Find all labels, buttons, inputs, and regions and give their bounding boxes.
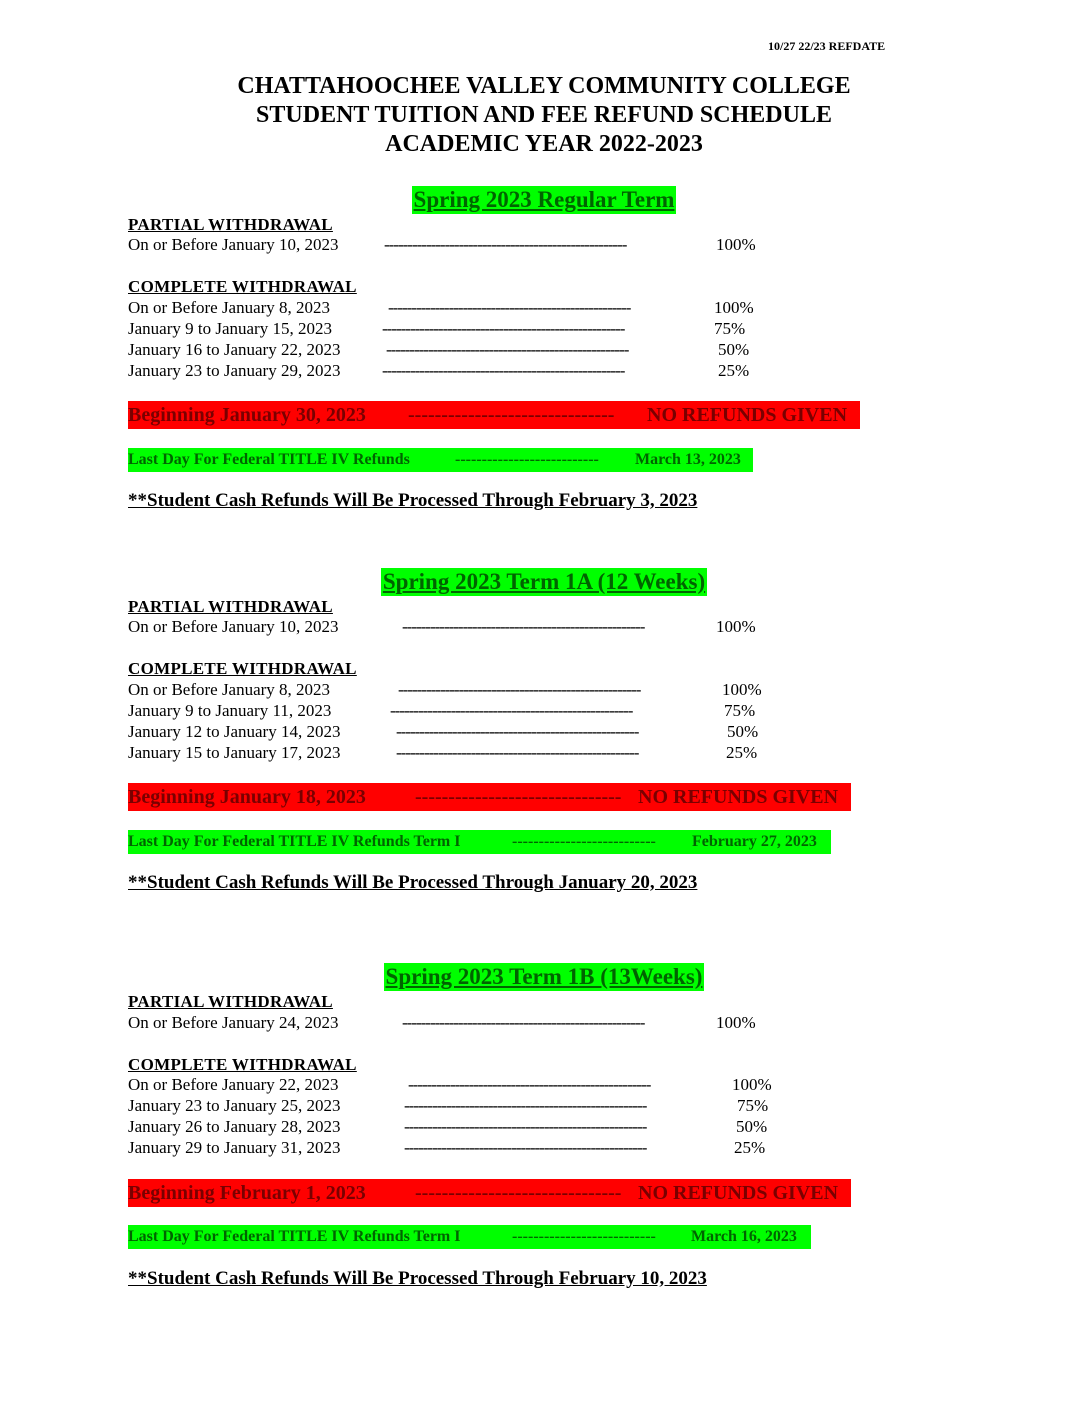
cash-refund-note: **Student Cash Refunds Will Be Processed Through January 20, 2023 (128, 872, 698, 893)
dash-leader: ---------------------------------------------------- (402, 617, 645, 636)
refund-date: On or Before January 10, 2023 (128, 235, 339, 254)
refund-percent: 50% (727, 722, 759, 741)
refund-row (128, 235, 339, 255)
dash-leader: ------------------------------- (415, 1182, 622, 1204)
dash-leader: ---------------------------------------------------- (382, 319, 625, 338)
no-refunds-label: NO REFUNDS GIVEN (638, 1182, 839, 1204)
academic-year: ACADEMIC YEAR 2022-2023 (385, 131, 703, 157)
term-title: Spring 2023 Regular Term (413, 187, 675, 212)
dash-leader: ---------------------------------------------------- (404, 1138, 647, 1157)
dash-leader: ---------------------------------------------------- (396, 743, 639, 762)
refund-row (128, 361, 340, 381)
title-iv-banner (128, 1225, 811, 1249)
dash-leader: --------------------------- (512, 833, 656, 850)
refund-percent: 75% (714, 319, 746, 338)
refund-date: On or Before January 22, 2023 (128, 1075, 339, 1094)
refund-percent: 75% (737, 1096, 769, 1115)
term-title: Spring 2023 Term 1B (13Weeks) (385, 964, 703, 989)
dash-leader: ------------------------------- (415, 786, 622, 808)
refund-row (128, 1096, 340, 1116)
refund-date: January 29 to January 31, 2023 (128, 1138, 341, 1157)
refund-row (128, 298, 330, 318)
refund-date: January 23 to January 25, 2023 (128, 1096, 341, 1115)
refund-percent: 100% (732, 1075, 772, 1094)
refund-row (128, 680, 330, 700)
schedule-title: STUDENT TUITION AND FEE REFUND SCHEDULE (256, 102, 832, 128)
dash-leader: ------------------------------- (408, 404, 615, 426)
refund-row (128, 722, 340, 742)
cash-refund-note: **Student Cash Refunds Will Be Processed Through February 10, 2023 (128, 1268, 707, 1289)
dash-leader: ---------------------------------------------------- (384, 235, 627, 254)
dash-leader: ---------------------------------------------------- (382, 361, 625, 380)
title-iv-date: March 16, 2023 (691, 1228, 797, 1245)
refund-date: On or Before January 10, 2023 (128, 617, 339, 636)
complete-withdrawal-heading: COMPLETE WITHDRAWAL (128, 277, 357, 296)
dash-leader: ---------------------------------------------------- (388, 298, 631, 317)
refund-row (128, 1013, 339, 1033)
dash-leader: ---------------------------------------------------- (404, 1096, 647, 1115)
no-refunds-label: NO REFUNDS GIVEN (638, 786, 839, 808)
no-refund-start: Beginning February 1, 2023 (128, 1182, 366, 1204)
term-section-1a (0, 568, 1088, 596)
title-iv-date: February 27, 2023 (692, 833, 817, 850)
refund-percent: 25% (734, 1138, 766, 1157)
ref-date: 10/27 22/23 REFDATE (768, 39, 886, 53)
partial-withdrawal-heading: PARTIAL WITHDRAWAL (128, 215, 333, 234)
dash-leader: --------------------------- (455, 451, 599, 468)
term-section-regular (0, 186, 1088, 214)
refund-row (128, 319, 332, 339)
term-title: Spring 2023 Term 1A (12 Weeks) (382, 569, 706, 594)
refund-date: January 9 to January 11, 2023 (128, 701, 332, 720)
refund-percent: 75% (724, 701, 756, 720)
dash-leader: ---------------------------------------------------- (408, 1075, 651, 1094)
refund-date: January 15 to January 17, 2023 (128, 743, 341, 762)
dash-leader: ---------------------------------------------------- (402, 1013, 645, 1032)
partial-withdrawal-heading: PARTIAL WITHDRAWAL (128, 992, 333, 1011)
college-name: CHATTAHOOCHEE VALLEY COMMUNITY COLLEGE (237, 73, 851, 99)
dash-leader: ---------------------------------------------------- (386, 340, 629, 359)
title-iv-banner (128, 448, 753, 472)
no-refunds-banner (128, 783, 851, 811)
title-iv-label: Last Day For Federal TITLE IV Refunds (128, 451, 410, 468)
refund-row (128, 701, 331, 721)
no-refund-start: Beginning January 18, 2023 (128, 786, 366, 808)
dash-leader: ---------------------------------------------------- (404, 1117, 647, 1136)
refund-percent: 100% (716, 617, 756, 636)
partial-withdrawal-heading: PARTIAL WITHDRAWAL (128, 597, 333, 616)
refund-row (128, 1138, 340, 1158)
refund-row (128, 1075, 339, 1095)
dash-leader: ---------------------------------------------------- (396, 722, 639, 741)
refund-date: January 23 to January 29, 2023 (128, 361, 341, 380)
no-refunds-banner (128, 401, 860, 429)
refund-row (128, 340, 340, 360)
refund-percent: 25% (718, 361, 750, 380)
no-refunds-label: NO REFUNDS GIVEN (647, 404, 848, 426)
refund-percent: 50% (718, 340, 750, 359)
title-iv-date: March 13, 2023 (635, 451, 741, 468)
title-iv-label: Last Day For Federal TITLE IV Refunds Term I (128, 1228, 461, 1245)
dash-leader: ---------------------------------------------------- (398, 680, 641, 699)
cash-refund-note: **Student Cash Refunds Will Be Processed Through February 3, 2023 (128, 490, 698, 511)
refund-date: January 26 to January 28, 2023 (128, 1117, 341, 1136)
title-iv-banner (128, 830, 831, 854)
refund-percent: 100% (716, 235, 756, 254)
refund-date: On or Before January 24, 2023 (128, 1013, 339, 1032)
refund-date: January 12 to January 14, 2023 (128, 722, 341, 741)
refund-row (128, 743, 340, 763)
refund-row (128, 1117, 340, 1137)
complete-withdrawal-heading: COMPLETE WITHDRAWAL (128, 659, 357, 678)
no-refunds-banner (128, 1179, 851, 1207)
refund-date: January 16 to January 22, 2023 (128, 340, 341, 359)
refund-date: On or Before January 8, 2023 (128, 680, 331, 699)
no-refund-start: Beginning January 30, 2023 (128, 404, 366, 426)
complete-withdrawal-heading: COMPLETE WITHDRAWAL (128, 1055, 357, 1074)
refund-percent: 25% (726, 743, 758, 762)
title-iv-label: Last Day For Federal TITLE IV Refunds Term I (128, 833, 461, 850)
term-section-1b (0, 963, 1088, 991)
dash-leader: ---------------------------------------------------- (390, 701, 633, 720)
refund-date: On or Before January 8, 2023 (128, 298, 331, 317)
refund-percent: 50% (736, 1117, 768, 1136)
refund-percent: 100% (716, 1013, 756, 1032)
refund-percent: 100% (722, 680, 762, 699)
refund-date: January 9 to January 15, 2023 (128, 319, 332, 338)
refund-percent: 100% (714, 298, 754, 317)
refund-row (128, 617, 339, 637)
dash-leader: --------------------------- (512, 1228, 656, 1245)
